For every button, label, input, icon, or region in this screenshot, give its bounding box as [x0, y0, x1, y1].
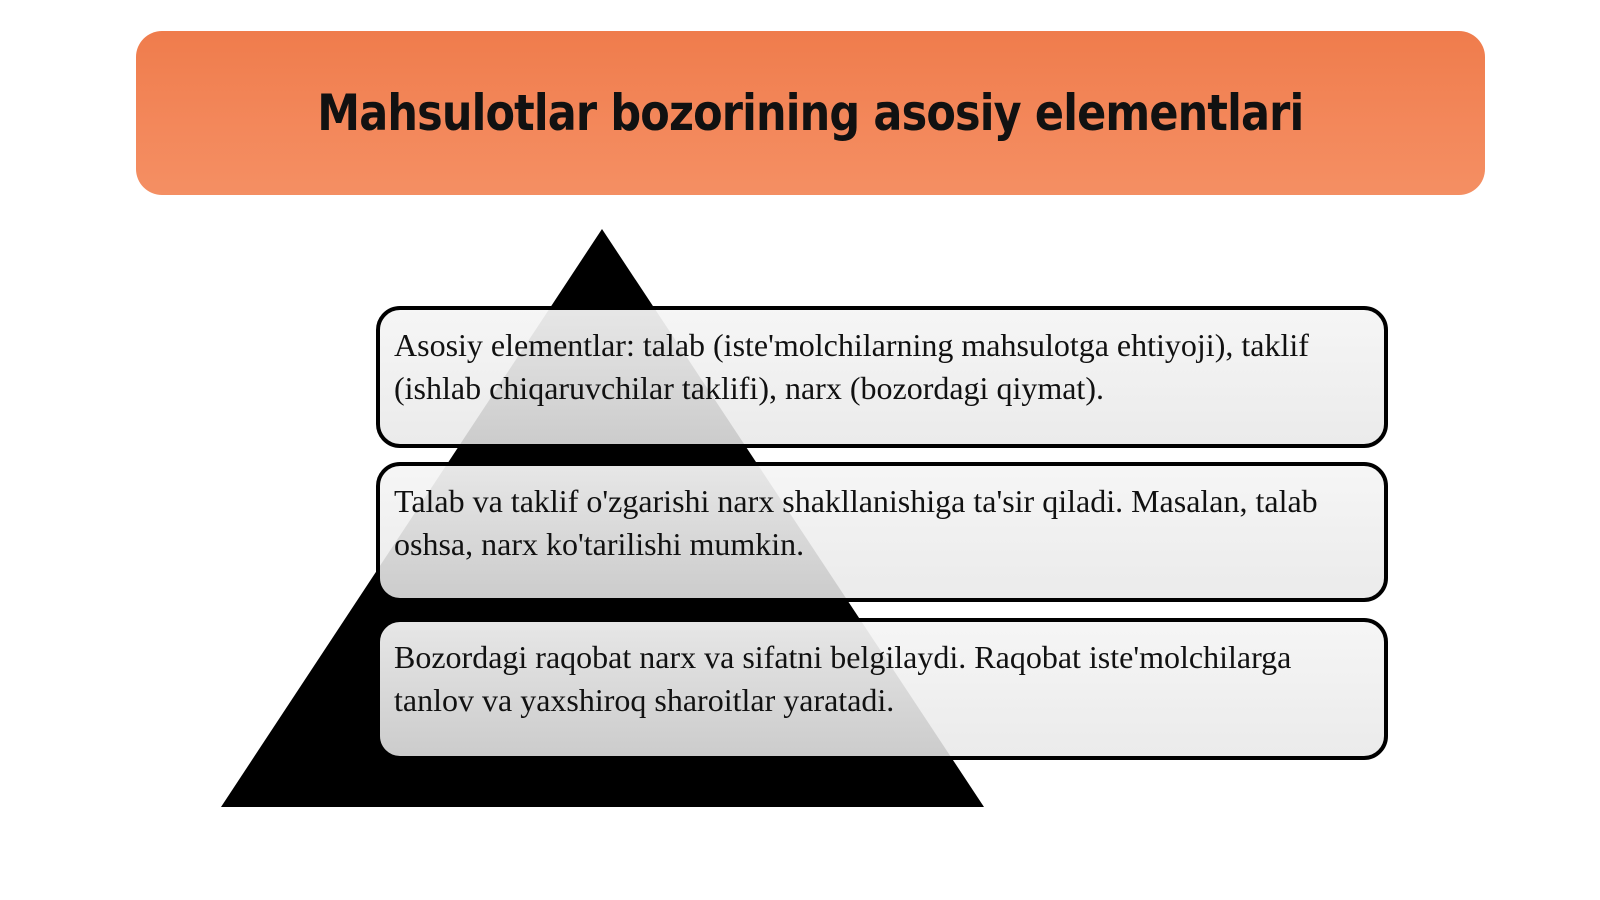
pyramid-level-3 [376, 618, 1388, 760]
slide-title: Mahsulotlar bozorining asosiy elementlari [317, 84, 1304, 142]
pyramid-level-1 [376, 306, 1388, 448]
pyramid-level-3-text: Bozordagi raqobat narx va sifatni belgilaydi. Raqobat iste'molchilarga tanlov va yaxshiroq sharoitlar yaratadi. [394, 639, 1292, 718]
pyramid-level-1-text: Asosiy elementlar: talab (iste'molchilarning mahsulotga ehtiyoji), taklif (ishlab chiqaruvchilar taklifi), narx (bozordagi qiymat). [394, 327, 1309, 406]
pyramid-level-2 [376, 462, 1388, 602]
pyramid-level-2-text: Talab va taklif o'zgarishi narx shakllanishiga ta'sir qiladi. Masalan, talab oshsa, narx ko'tarilishi mumkin. [394, 483, 1318, 562]
